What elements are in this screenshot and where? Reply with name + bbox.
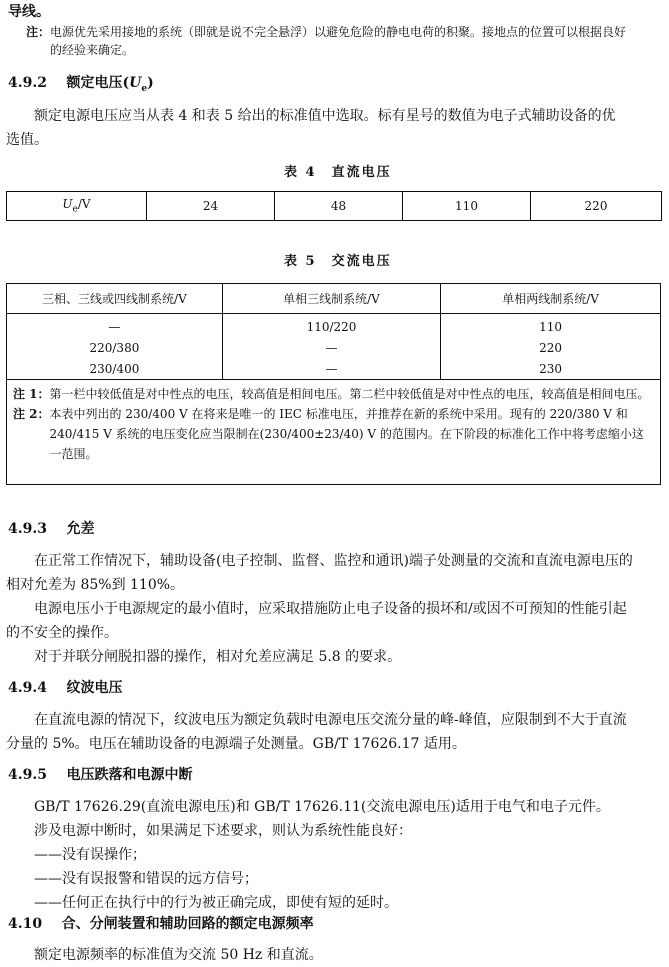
section-title-close: ) bbox=[147, 75, 154, 91]
paragraph-line: 在直流电源的情况下，纹波电压为额定负载时电源电压交流分量的峰-峰值，应限制到不大于直流 bbox=[34, 712, 627, 728]
paragraph-line: 额定电源电压应当从表 4 和表 5 给出的标准值中选取。标有星号的数值为电子式辅助设备的优 bbox=[34, 108, 616, 124]
table-cell: 220/380 bbox=[7, 337, 222, 358]
note-label: 注： bbox=[26, 25, 51, 39]
table-4-caption: 表 4 直流电压 bbox=[284, 165, 392, 180]
table-cell: 230/400 bbox=[7, 358, 222, 379]
table-cell: 24 bbox=[147, 192, 275, 221]
intro-line: 导线。 bbox=[8, 4, 50, 20]
table-cell: 110/220 bbox=[222, 314, 440, 338]
table-5 bbox=[6, 283, 661, 485]
table-5-notes bbox=[7, 379, 660, 464]
section-number: 4.9.3 bbox=[8, 521, 47, 537]
paragraph-line: 额定电源频率的标准值为交流 50 Hz 和直流。 bbox=[34, 947, 323, 963]
table-row bbox=[7, 358, 660, 379]
table-row bbox=[7, 192, 662, 221]
column-header: 三相、三线或四线制系统/V bbox=[7, 284, 222, 314]
table-row bbox=[7, 314, 660, 338]
table-cell: 48 bbox=[275, 192, 403, 221]
intro-note bbox=[26, 22, 626, 42]
section-title: 额定电压( bbox=[66, 75, 130, 91]
unit: /V bbox=[77, 197, 91, 212]
column-header: 单相两线制系统/V bbox=[441, 284, 660, 314]
paragraph-line: 相对允差为 85%到 110%。 bbox=[6, 577, 185, 593]
note-text: 电源优先采用接地的系统（即就是说不完全悬浮）以避免危险的静电电荷的积聚。接地点的位置可以根据良好 bbox=[50, 25, 627, 39]
section-heading-4-9-5 bbox=[8, 764, 192, 784]
table-cell: 220 bbox=[531, 192, 662, 221]
section-heading-4-9-3 bbox=[8, 518, 94, 538]
paragraph-line: 分量的 5%。电压在辅助设备的电源端子处测量。GB/T 17626.17 适用。 bbox=[6, 736, 466, 752]
section-number: 4.10 bbox=[8, 916, 43, 932]
voltage-subscript: e bbox=[72, 204, 78, 215]
column-header: 单相三线制系统/V bbox=[222, 284, 440, 314]
note-label: 注 2： bbox=[13, 407, 50, 421]
section-heading-4-9-4 bbox=[8, 677, 122, 697]
table-5-caption: 表 5 交流电压 bbox=[284, 254, 392, 269]
table-cell: 110 bbox=[539, 319, 563, 334]
voltage-symbol: U bbox=[62, 197, 73, 212]
table-cell: 220 bbox=[539, 340, 563, 355]
section-number: 4.9.5 bbox=[8, 767, 47, 783]
intro-note-cont: 的经验来确定。 bbox=[50, 43, 135, 57]
paragraph-line: 选值。 bbox=[6, 132, 48, 148]
table-cell: — bbox=[222, 337, 440, 358]
paragraph-line: 电源电压小于电源规定的最小值时，应采取措施防止电子设备的损坏和/或因不可预知的性能引起 bbox=[34, 601, 627, 617]
table-row bbox=[7, 337, 660, 358]
table-4 bbox=[6, 191, 662, 221]
section-heading-4-9-2 bbox=[8, 72, 154, 94]
note-text: 第一栏中较低值是对中性点的电压，较高值是相间电压。第二栏中较低值是对中性点的电压，较高值是相间电压。 bbox=[49, 387, 650, 401]
list-item: ——没有误报警和错误的远方信号； bbox=[34, 871, 258, 887]
section-heading-4-10 bbox=[8, 913, 314, 933]
paragraph-line: 涉及电源中断时，如果满足下述要求，则认为系统性能良好： bbox=[34, 823, 412, 839]
table-cell: 230 bbox=[539, 361, 563, 376]
paragraph-line: 的不安全的操作。 bbox=[6, 625, 118, 641]
table-cell: — bbox=[222, 358, 440, 379]
table-4-header bbox=[7, 192, 147, 221]
paragraph-line: 在正常工作情况下，辅助设备(电子控制、监督、监控和通讯)端子处测量的交流和直流电源电压的 bbox=[34, 553, 633, 569]
section-title: 允差 bbox=[66, 521, 95, 537]
table-note bbox=[13, 384, 652, 404]
section-number: 4.9.4 bbox=[8, 680, 47, 696]
list-item: ——任何正在执行中的行为被正确完成，即使有短的延时。 bbox=[34, 895, 398, 911]
table-cell: 110 bbox=[403, 192, 531, 221]
section-title: 电压跌落和电源中断 bbox=[66, 767, 193, 783]
section-title: 合、分闸装置和辅助回路的额定电源频率 bbox=[61, 916, 314, 932]
note-label: 注 1： bbox=[13, 387, 50, 401]
paragraph-line: GB/T 17626.29(直流电源电压)和 GB/T 17626.11(交流电源电压)适用于电气和电子元件。 bbox=[34, 799, 610, 815]
paragraph-line: 对于并联分闸脱扣器的操作，相对允差应满足 5.8 的要求。 bbox=[34, 649, 402, 665]
table-note bbox=[13, 404, 652, 464]
voltage-subscript: e bbox=[141, 83, 148, 94]
section-number: 4.9.2 bbox=[8, 75, 47, 91]
list-item: ——没有误操作； bbox=[34, 847, 146, 863]
table-header-row bbox=[7, 284, 660, 314]
table-cell: — bbox=[7, 314, 222, 338]
section-title: 纹波电压 bbox=[66, 680, 123, 696]
voltage-symbol: U bbox=[129, 75, 142, 91]
note-text: 本表中列出的 230/400 V 在将来是唯一的 IEC 标准电压，并推荐在新的系统中采用。现有的 220/380 V 和 240/415 V 系统的电压变化应当限制在(230/400±23/40) V 的范围内。在下阶段的标准化工作中将考虑缩小这一范围。 bbox=[49, 407, 644, 461]
